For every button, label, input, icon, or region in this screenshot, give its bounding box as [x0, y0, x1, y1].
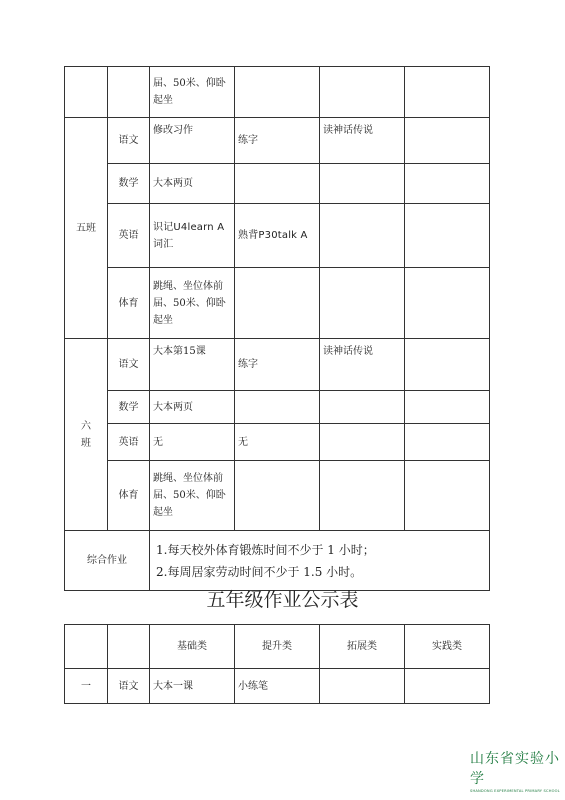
table-cell: 练字	[235, 339, 320, 391]
subject-cell: 体育	[108, 268, 150, 339]
table-row	[65, 164, 490, 204]
homework-table-continued	[64, 66, 490, 591]
comprehensive-content	[150, 531, 490, 591]
column-header: 实践类	[405, 625, 490, 669]
subject-cell: 体育	[108, 461, 150, 531]
column-header: 基础类	[150, 625, 235, 669]
subject-cell: 数学	[108, 391, 150, 424]
table-cell: 跳绳、坐位体前届、50米、仰卧起坐	[150, 461, 235, 531]
table-cell: 读神话传说	[320, 118, 405, 164]
class-label-line: 班	[81, 437, 91, 449]
table-cell: 读神话传说	[320, 339, 405, 391]
table-row	[65, 67, 490, 118]
table-row	[65, 531, 490, 591]
column-header: 拓展类	[320, 625, 405, 669]
table-cell: 修改习作	[150, 118, 235, 164]
table-cell: 大本两页	[150, 391, 235, 424]
subject-cell: 语文	[108, 339, 150, 391]
subject-cell: 数学	[108, 164, 150, 204]
table-row	[65, 339, 490, 391]
table-row	[65, 268, 490, 339]
table-cell: 大本第15课	[150, 339, 235, 391]
subject-cell: 语文	[108, 118, 150, 164]
subject-cell: 语文	[108, 669, 150, 704]
table-cell: 无	[150, 424, 235, 461]
table-cell: 练字	[235, 118, 320, 164]
table-row	[65, 118, 490, 164]
table-cell: 无	[235, 424, 320, 461]
class-label: 一	[65, 669, 108, 704]
comprehensive-label: 综合作业	[65, 531, 150, 591]
homework-table	[64, 624, 490, 704]
subject-cell: 英语	[108, 204, 150, 268]
table-cell: 跳绳、坐位体前届、50米、仰卧起坐	[150, 268, 235, 339]
table-cell: 届、50米、仰卧起坐	[150, 67, 235, 118]
table-cell: 小练笔	[235, 669, 320, 704]
column-header: 提升类	[235, 625, 320, 669]
table-cell: 熟背P30talk A	[235, 204, 320, 268]
table-cell: 大本一课	[150, 669, 235, 704]
comprehensive-line: 1.每天校外体育锻炼时间不少于 1 小时；	[156, 542, 375, 557]
table-row	[65, 669, 490, 704]
table-row	[65, 424, 490, 461]
school-logo-english: SHANDONG EXPERIMENTAL PRIMARY SCHOOL	[470, 789, 560, 793]
comprehensive-line: 2.每周居家劳动时间不少于 1.5 小时。	[156, 564, 363, 579]
table-header-row	[65, 625, 490, 669]
table-cell: 大本两页	[150, 164, 235, 204]
school-logo	[470, 748, 560, 793]
table-cell: 识记U4learn A词汇	[150, 204, 235, 268]
table-cell	[405, 118, 490, 164]
table-row	[65, 461, 490, 531]
class-label-line: 六	[81, 420, 91, 432]
table-row	[65, 204, 490, 268]
school-logo-name: 山东省实验小学	[470, 751, 560, 787]
class-label: 五班	[65, 118, 108, 339]
subject-cell: 英语	[108, 424, 150, 461]
page-title: 五年级作业公示表	[206, 589, 359, 611]
table-row	[65, 391, 490, 424]
class-label	[65, 339, 108, 531]
